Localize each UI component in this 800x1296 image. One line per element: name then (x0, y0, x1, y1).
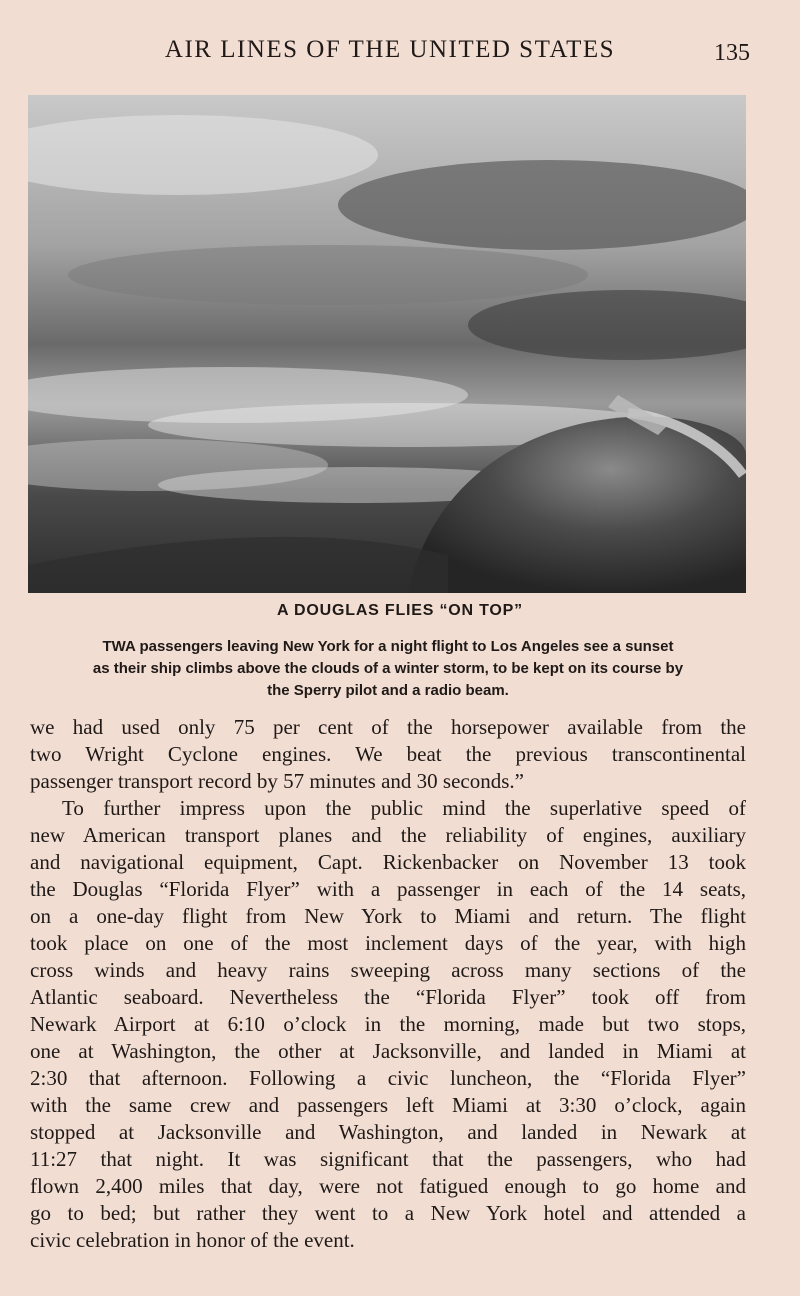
photo-illustration (28, 95, 746, 593)
body-line: Newark Airport at 6:10 o’clock in the morning, made but two stops, (30, 1012, 746, 1036)
body-line: flown 2,400 miles that day, were not fatigued enough to go home and (30, 1174, 746, 1198)
body-line: took place on one of the most inclement days of the year, with high (30, 931, 746, 955)
body-line: two Wright Cyclone engines. We beat the previous transcontinental (30, 742, 746, 766)
body-line: 11:27 that night. It was significant that the passengers, who had (30, 1147, 746, 1171)
page-header (30, 30, 750, 70)
body-line: new American transport planes and the reliability of engines, auxiliary (30, 823, 746, 847)
body-line: we had used only 75 per cent of the horsepower available from the (30, 715, 746, 739)
body-line: civic celebration in honor of the event. (30, 1228, 355, 1252)
body-line: on a one-day flight from New York to Miami and return. The flight (30, 904, 746, 928)
body-line: and navigational equipment, Capt. Rickenbacker on November 13 took (30, 850, 746, 874)
page-number: 135 (714, 40, 750, 66)
caption-text (30, 636, 746, 702)
caption-line: the Sperry pilot and a radio beam. (267, 682, 509, 699)
body-line: go to bed; but rather they went to a New York hotel and attended a (30, 1201, 746, 1225)
photo-clouds-airplane-engine (28, 95, 746, 593)
body-line: passenger transport record by 57 minutes and 30 seconds.” (30, 769, 524, 793)
caption-line: TWA passengers leaving New York for a night flight to Los Angeles see a sunset (102, 638, 674, 655)
running-title: AIR LINES OF THE UNITED STATES (164, 36, 616, 63)
body-line: 2:30 that afternoon. Following a civic luncheon, the “Florida Flyer” (30, 1066, 746, 1090)
body-line: To further impress upon the public mind the superlative speed of (62, 796, 746, 820)
caption-title: A DOUGLAS FLIES “ON TOP” (277, 602, 523, 619)
body-line: Atlantic seaboard. Nevertheless the “Florida Flyer” took off from (30, 985, 746, 1009)
body-line: cross winds and heavy rains sweeping across many sections of the (30, 958, 746, 982)
body-line: stopped at Jacksonville and Washington, and landed in Newark at (30, 1120, 746, 1144)
body-line: with the same crew and passengers left Miami at 3:30 o’clock, again (30, 1093, 746, 1117)
body-text (30, 714, 746, 1254)
body-line: one at Washington, the other at Jacksonville, and landed in Miami at (30, 1039, 746, 1063)
caption-line: as their ship climbs above the clouds of a winter storm, to be kept on its course by (92, 660, 684, 677)
body-line: the Douglas “Florida Flyer” with a passenger in each of the 14 seats, (30, 877, 746, 901)
